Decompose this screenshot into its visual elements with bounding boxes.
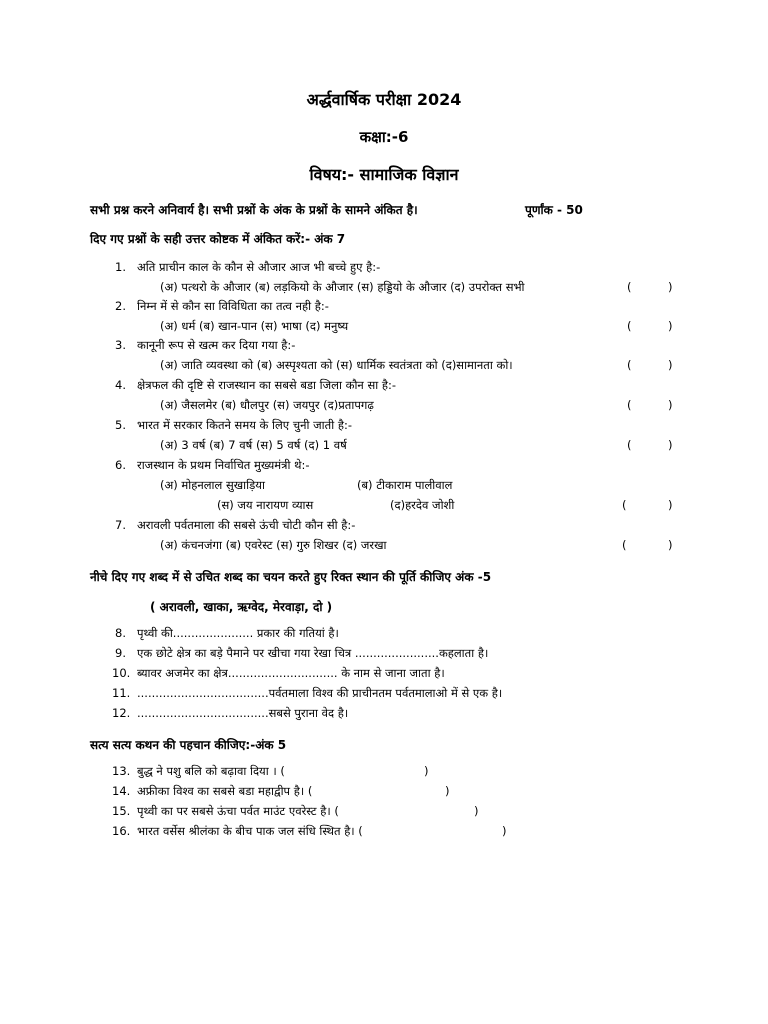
general-instructions: सभी प्रश्न करने अनिवार्य है। सभी प्रश्नों के अंक के प्रश्नों के सामने अंकित है।	[90, 203, 418, 217]
question-number: 4.	[115, 378, 126, 392]
answer-paren-close: )	[668, 398, 673, 412]
question-text: कानूनी रूप से खत्म कर दिया गया है:-	[137, 338, 296, 352]
answer-paren-close: )	[445, 784, 450, 798]
answer-paren-close: )	[502, 824, 507, 838]
question-number: 11.	[112, 686, 131, 700]
answer-paren-close: )	[668, 538, 673, 552]
answer-paren-close: )	[474, 804, 479, 818]
section2-heading: नीचे दिए गए शब्द में से उचित शब्द का चयन करते हुए रिक्त स्थान की पूर्ति कीजिए अंक -5	[90, 570, 492, 584]
question-text: पृथ्वी की...................... प्रकार की गतियां है।	[137, 626, 339, 640]
question-number: 12.	[112, 706, 131, 720]
class-label: कक्षा:-6	[359, 128, 409, 146]
question-number: 7.	[115, 518, 126, 532]
question-text: अरावली पर्वतमाला की सबसे ऊंची चोटी कौन सी है:-	[137, 518, 356, 532]
answer-paren-close: )	[668, 498, 673, 512]
question-number: 3.	[115, 338, 126, 352]
answer-paren-close: )	[668, 358, 673, 372]
answer-paren-close: )	[668, 280, 673, 294]
question-options: (अ) जाति व्यवस्था को (ब) अस्पृश्यता को (स) धार्मिक स्वतंत्रता को (द)सामानता को।	[160, 358, 513, 372]
question-number: 1.	[115, 260, 126, 274]
question-options: (अ) पत्थरो के औजार (ब) लड़कियो के औजार (स) हड्डियो के औजार (द) उपरोक्त सभी	[160, 280, 525, 294]
total-marks: पूर्णांक - 50	[525, 203, 583, 217]
answer-paren-open: (	[627, 280, 632, 294]
answer-paren-open: (	[627, 398, 632, 412]
question-text: अति प्राचीन काल के कौन से औजार आज भी बच्चे हुए है:-	[137, 260, 381, 274]
question-text: ब्यावर अजमेर का क्षेत्र.............................. के नाम से जाना जाता है।	[137, 666, 445, 680]
question-options: (अ) 3 वर्ष (ब) 7 वर्ष (स) 5 वर्ष (द) 1 वर्ष	[160, 438, 347, 452]
question-text: क्षेत्रफल की दृष्टि से राजस्थान का सबसे बडा जिला कौन सा है:-	[137, 378, 397, 392]
question-options: (द)हरदेव जोशी	[390, 498, 455, 512]
question-options: (अ) कंचनजंगा (ब) एवरेस्ट (स) गुरु शिखर (द) जरखा	[160, 538, 387, 552]
question-text: अफ्रीका विश्व का सबसे बडा महाद्वीप है। (	[137, 784, 313, 798]
question-number: 2.	[115, 299, 126, 313]
question-number: 13.	[112, 764, 131, 778]
question-text: एक छोटे क्षेत्र का बड़े पैमाने पर खीचा गया रेखा चित्र .......................कहलाता है।	[137, 646, 489, 660]
answer-paren-open: (	[627, 438, 632, 452]
answer-paren-open: (	[622, 538, 627, 552]
question-number: 14.	[112, 784, 131, 798]
question-options: (ब) टीकाराम पालीवाल	[357, 478, 453, 492]
word-bank: ( अरावली, खाका, ऋग्वेद, मेरवाड़ा, दो )	[150, 600, 333, 614]
section3-heading: सत्य सत्य कथन की पहचान कीजिए:-अंक 5	[90, 738, 287, 752]
answer-paren-close: )	[424, 764, 429, 778]
exam-title: अर्द्धवार्षिक परीक्षा 2024	[306, 90, 462, 109]
question-text: ....................................सबसे पुराना वेद है।	[137, 706, 349, 720]
question-number: 6.	[115, 458, 126, 472]
question-options: (स) जय नारायण व्यास	[217, 498, 314, 512]
question-text: भारत वर्सेस श्रीलंका के बीच पाक जल संधि स्थित है। (	[137, 824, 363, 838]
question-text: भारत में सरकार कितने समय के लिए चुनी जाती है:-	[137, 418, 352, 432]
question-text: राजस्थान के प्रथम निर्वाचित मुख्यमंत्री थे:-	[137, 458, 310, 472]
answer-paren-open: (	[627, 319, 632, 333]
question-options: (अ) जैसलमेर (ब) धौलपुर (स) जयपुर (द)प्रतापगढ़	[160, 398, 374, 412]
question-text: निम्न में से कौन सा विविधिता का तत्व नही है:-	[137, 299, 329, 313]
answer-paren-close: )	[668, 438, 673, 452]
question-number: 15.	[112, 804, 131, 818]
question-number: 16.	[112, 824, 131, 838]
answer-paren-open: (	[622, 498, 627, 512]
question-number: 8.	[115, 626, 126, 640]
question-options: (अ) धर्म (ब) खान-पान (स) भाषा (द) मनुष्य	[160, 319, 349, 333]
answer-paren-open: (	[627, 358, 632, 372]
question-text: पृथ्वी का पर सबसे ऊंचा पर्वत माउंट एवरेस्ट है। (	[137, 804, 339, 818]
question-options: (अ) मोहनलाल सुखाड़िया	[160, 478, 265, 492]
subject-label: विषय:- सामाजिक विज्ञान	[309, 165, 459, 184]
answer-paren-close: )	[668, 319, 673, 333]
question-text: ....................................पर्वतमाला विश्व की प्राचीनतम पर्वतमालाओ में से एक है।	[137, 686, 503, 700]
section1-heading: दिए गए प्रश्नों के सही उत्तर कोष्टक में अंकित करें:- अंक 7	[90, 232, 346, 246]
question-text: बुद्ध ने पशु बलि को बढ़ावा दिया । (	[137, 764, 285, 778]
question-number: 5.	[115, 418, 126, 432]
question-number: 9.	[115, 646, 126, 660]
question-number: 10.	[112, 666, 131, 680]
